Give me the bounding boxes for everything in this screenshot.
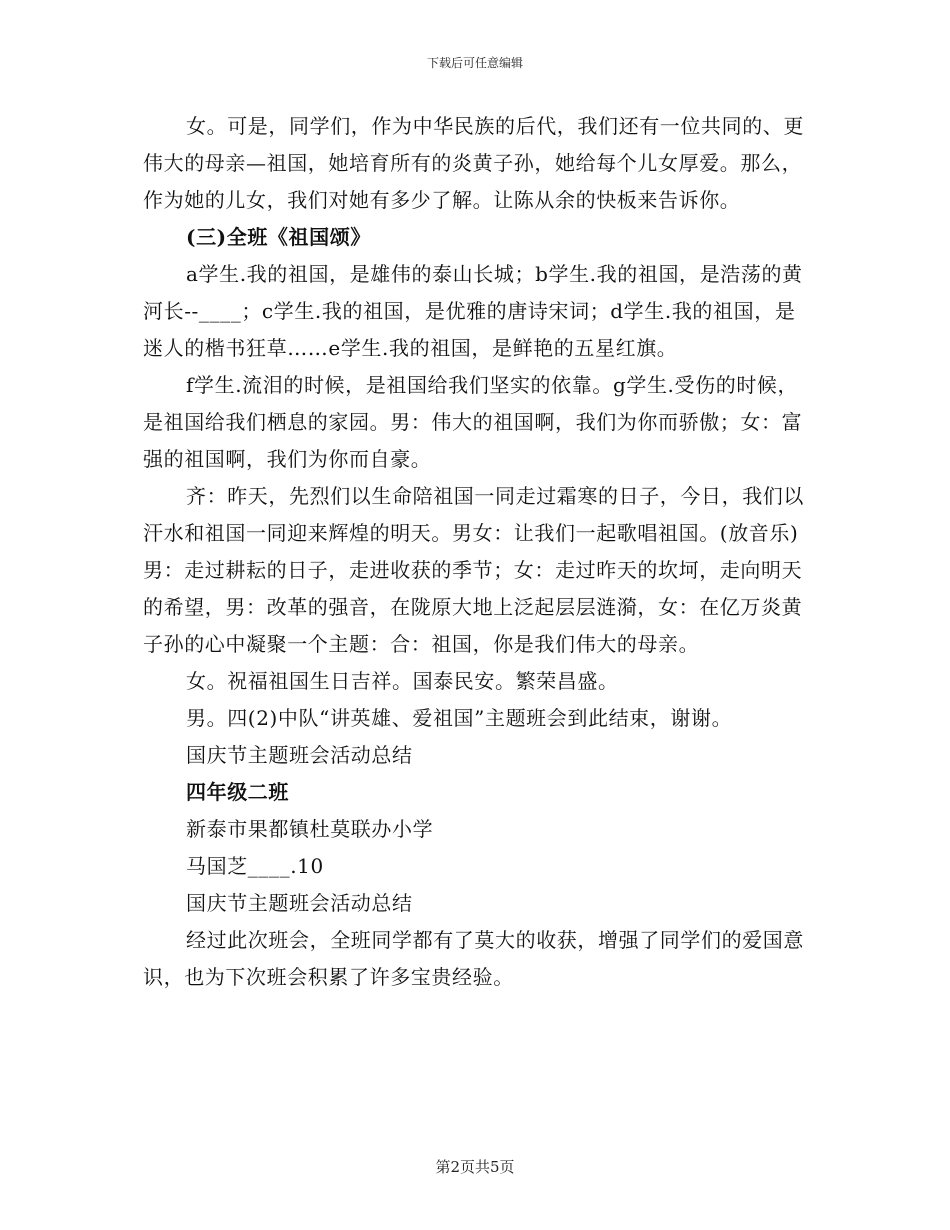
paragraph-7: 经过此次班会，全班同学都有了莫大的收获，增强了同学们的爱国意识，也为下次班会积累了许多宝贵经验。 xyxy=(143,928,804,989)
section-heading-1: (三)全班《祖国颂》 xyxy=(186,225,371,249)
school-name: 新泰市果都镇杜莫联办小学 xyxy=(186,817,434,841)
summary-title: 国庆节主题班会活动总结 xyxy=(186,743,413,767)
paragraph-6: 男。四(2)中队“讲英雄、爱祖国”主题班会到此结束，谢谢。 xyxy=(186,706,733,730)
paragraph-3: f学生.流泪的时候，是祖国给我们坚实的依靠。g学生.受伤的时候，是祖国给我们栖息的家园。男：伟大的祖国啊，我们为你而骄傲；女：富强的祖国啊，我们为你而自豪。 xyxy=(143,373,803,471)
page-header: 下载后可任意编辑 xyxy=(426,56,523,70)
paragraph-4: 齐：昨天，先烈们以生命陪祖国一同走过霜寒的日子，今日，我们以汗水和祖国一同迎来辉煌的明天。男女：让我们一起歌唱祖国。(放音乐)男：走过耕耘的日子，走进收获的季节；女：走过昨天的坎坷，走向明天的希望，男：改革的强音，在陇原大地上泛起层层涟漪，女：在亿万炎黄子孙的心中凝聚一个主题：合：祖国，你是我们伟大的母亲。 xyxy=(143,484,804,656)
author-line: 马国芝____.10 xyxy=(186,854,324,878)
summary-title-repeat: 国庆节主题班会活动总结 xyxy=(186,891,413,915)
paragraph-1: 女。可是，同学们，作为中华民族的后代，我们还有一位共同的、更伟大的母亲—祖国，她培育所有的炎黄子孙，她给每个儿女厚爱。那么，作为她的儿女，我们对她有多少了解。让陈从余的快板来告诉你。 xyxy=(143,114,804,212)
paragraph-2: a学生.我的祖国，是雄伟的泰山长城；b学生.我的祖国，是浩荡的黄河长--____；c学生.我的祖国，是优雅的唐诗宋词；d学生.我的祖国，是迷人的楷书狂草……e学生.我的祖国，是鲜艳的五星红旗。 xyxy=(143,262,803,360)
page-footer: 第2页共5页 xyxy=(435,1158,515,1176)
class-name: 四年级二班 xyxy=(186,780,289,804)
paragraph-5: 女。祝福祖国生日吉祥。国泰民安。繁荣昌盛。 xyxy=(186,669,619,693)
document-body xyxy=(143,108,807,996)
